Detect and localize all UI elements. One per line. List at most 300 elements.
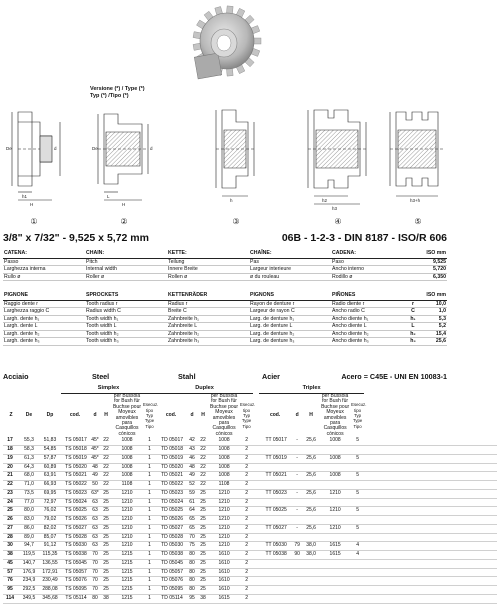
table-cell: 49 bbox=[186, 472, 198, 481]
table-cell: 63 bbox=[89, 533, 101, 542]
table-cell: 1215 bbox=[111, 594, 143, 603]
table-cell: 69,95 bbox=[39, 489, 61, 498]
sprocket_table-cell: Ancho diente h₃ bbox=[331, 338, 407, 346]
table-row bbox=[3, 507, 497, 516]
table-cell: 25,6 bbox=[303, 524, 319, 533]
table-cell: 65 bbox=[186, 516, 198, 525]
type-2-drawing bbox=[98, 114, 148, 200]
table-cell: 5 bbox=[351, 437, 364, 445]
table-cell: 5 bbox=[351, 472, 364, 481]
table-cell: 2 bbox=[240, 498, 253, 507]
type-1-drawing bbox=[12, 112, 60, 200]
table-cell: 115,35 bbox=[39, 551, 61, 560]
spacer-cell bbox=[364, 516, 497, 525]
table-cell: 61 bbox=[186, 498, 198, 507]
spacer-cell bbox=[364, 586, 497, 595]
table-cell: 1215 bbox=[111, 577, 143, 586]
table-row bbox=[3, 542, 497, 551]
table-cell: 51,83 bbox=[39, 437, 61, 445]
table-cell bbox=[259, 463, 291, 472]
table-row bbox=[3, 472, 497, 481]
sprocket_table-cell: 15,4 bbox=[419, 330, 447, 338]
table-cell: 234,9 bbox=[19, 577, 39, 586]
table-cell: 1210 bbox=[111, 524, 143, 533]
table-cell bbox=[259, 577, 291, 586]
table-row bbox=[3, 489, 497, 498]
table-cell: 38,0 bbox=[303, 542, 319, 551]
table-cell: 4 bbox=[351, 551, 364, 560]
table-cell bbox=[351, 498, 364, 507]
table-cell: 1008 bbox=[208, 437, 240, 445]
sprocket_table-header-cell: KETTENRÄDER bbox=[167, 292, 249, 300]
table-cell: 25 bbox=[198, 516, 208, 525]
table-cell: 1 bbox=[143, 481, 156, 490]
table-cell: 79 bbox=[291, 542, 303, 551]
type-4-drawing bbox=[308, 110, 366, 204]
sprocket_table-cell: Breite C bbox=[167, 308, 249, 316]
table-cell: 2 bbox=[240, 524, 253, 533]
label-de-1: De bbox=[6, 146, 12, 151]
table-cell: 22 bbox=[101, 481, 111, 490]
material-de: Stahl bbox=[178, 372, 196, 381]
table-cell: 70 bbox=[89, 568, 101, 577]
table-cell: TD 05023 bbox=[156, 489, 186, 498]
table-cell: 1210 bbox=[208, 524, 240, 533]
sprocket_table-header-row bbox=[3, 292, 447, 300]
table-cell: 1 bbox=[143, 507, 156, 516]
table-cell bbox=[291, 481, 303, 490]
table-cell: 43 bbox=[186, 446, 198, 455]
type-number-5: ⑤ bbox=[414, 217, 422, 226]
table-cell: 22 bbox=[101, 454, 111, 463]
table-cell: 38 bbox=[3, 551, 19, 560]
table-cell: - bbox=[291, 524, 303, 533]
table-cell: 25 bbox=[101, 524, 111, 533]
table-cell: 46 bbox=[186, 454, 198, 463]
spacer-cell bbox=[364, 472, 497, 481]
table-cell: 76 bbox=[3, 577, 19, 586]
table-cell: TS 05076 bbox=[61, 577, 89, 586]
table-cell: 1008 bbox=[111, 437, 143, 445]
table-cell: 114 bbox=[3, 594, 19, 603]
table-cell: 70 bbox=[186, 533, 198, 542]
table-row bbox=[3, 446, 497, 455]
table-cell: TD 05038 bbox=[156, 551, 186, 560]
table-cell: 25 bbox=[101, 568, 111, 577]
table-cell: TS 05038 bbox=[61, 551, 89, 560]
table-cell bbox=[259, 559, 291, 568]
sprocket_table-header-cell bbox=[407, 292, 419, 300]
table-cell: 2 bbox=[240, 507, 253, 516]
table-cell: TD 05028 bbox=[156, 533, 186, 542]
sprocket_table-cell: Tooth width L bbox=[85, 323, 167, 331]
table-cell: 48 bbox=[89, 463, 101, 472]
table-cell: 73,5 bbox=[19, 489, 39, 498]
table-cell: 22 bbox=[198, 463, 208, 472]
table-cell: 25 bbox=[198, 586, 208, 595]
table-cell: 25 bbox=[101, 551, 111, 560]
table-cell: TS 05027 bbox=[61, 524, 89, 533]
table-cell: 1 bbox=[143, 551, 156, 560]
sprocket_table-cell: Rayon de denture r bbox=[249, 300, 331, 308]
chain_table-cell: Rullo ø bbox=[3, 273, 85, 281]
table-cell: 1008 bbox=[208, 446, 240, 455]
sprocket_table-cell: Radio diente r bbox=[331, 300, 407, 308]
table-cell: 1008 bbox=[208, 472, 240, 481]
table-cell: 38 bbox=[101, 594, 111, 603]
table-cell: 22 bbox=[198, 481, 208, 490]
table-cell: 2 bbox=[240, 586, 253, 595]
group-duplex: Duplex bbox=[156, 385, 253, 394]
table-cell: 5 bbox=[351, 507, 364, 516]
table-cell: 22 bbox=[101, 472, 111, 481]
table-cell: TS 05023 bbox=[61, 489, 89, 498]
sprocket_table-cell: L bbox=[407, 323, 419, 331]
table-cell: 2 bbox=[240, 446, 253, 455]
table-cell: 1210 bbox=[208, 533, 240, 542]
table-cell: 80 bbox=[186, 559, 198, 568]
table-cell: 2 bbox=[240, 489, 253, 498]
table-cell: 63 bbox=[89, 498, 101, 507]
table-cell: 18 bbox=[3, 446, 19, 455]
spacer-cell bbox=[364, 594, 497, 603]
table-cell: TD 05020 bbox=[156, 463, 186, 472]
sprocket_table-cell: 5,2 bbox=[419, 323, 447, 331]
sprocket_table-cell: Tooth width h₂ bbox=[85, 330, 167, 338]
sprocket_table-row bbox=[3, 315, 447, 323]
table-cell bbox=[291, 516, 303, 525]
spacer-cell bbox=[364, 568, 497, 577]
table-cell bbox=[319, 586, 351, 595]
col-h-simplex: H bbox=[104, 411, 108, 418]
table-cell: 66,93 bbox=[39, 481, 61, 490]
table-cell: 25 bbox=[101, 533, 111, 542]
table-cell: TS 05114 bbox=[61, 594, 89, 603]
sprocket_table-cell: Ancho diente L bbox=[331, 323, 407, 331]
table-cell: 70 bbox=[89, 577, 101, 586]
table-cell bbox=[319, 594, 351, 603]
table-cell: 45* bbox=[89, 437, 101, 445]
table-cell: 30 bbox=[3, 542, 19, 551]
type-number-1: ① bbox=[30, 217, 38, 226]
table-cell: 45* bbox=[89, 454, 101, 463]
chain_table-header-cell: CHAIN: bbox=[85, 250, 167, 258]
table-cell: TD 05021 bbox=[156, 472, 186, 481]
col-h-triplex: H bbox=[309, 411, 313, 418]
chain_table-cell: Rollen ø bbox=[167, 273, 249, 281]
table-cell: 90 bbox=[291, 551, 303, 560]
table-cell: 80 bbox=[89, 594, 101, 603]
table-cell: 1 bbox=[143, 489, 156, 498]
col-exec-simplex: Esecuz. tipo Typ Type Tipo bbox=[143, 402, 159, 429]
table-cell: - bbox=[291, 507, 303, 516]
table-cell: 50 bbox=[89, 481, 101, 490]
chain_table-header-cell: CATENA: bbox=[3, 250, 85, 258]
table-cell: - bbox=[291, 472, 303, 481]
table-cell: 25,6 bbox=[303, 454, 319, 463]
table-cell: 2 bbox=[240, 594, 253, 603]
spacer-cell bbox=[364, 551, 497, 560]
table-cell: 1210 bbox=[111, 533, 143, 542]
table-cell: 61,3 bbox=[19, 454, 39, 463]
table-cell: TT 05027 bbox=[259, 524, 291, 533]
table-cell: 1008 bbox=[208, 454, 240, 463]
chain_table-header-cell: CADENA: bbox=[331, 250, 407, 258]
table-cell: 19 bbox=[3, 454, 19, 463]
sprocket_table-cell: Tooth width h₃ bbox=[85, 338, 167, 346]
col-d-duplex: d bbox=[190, 411, 194, 418]
table-cell: 26 bbox=[3, 516, 19, 525]
table-cell: 25 bbox=[101, 498, 111, 507]
sprocket-dimensions-table bbox=[3, 385, 497, 604]
chain_table-cell bbox=[407, 266, 419, 274]
table-cell: 52 bbox=[186, 481, 198, 490]
table-cell: 65 bbox=[186, 524, 198, 533]
table-cell: TD 05027 bbox=[156, 524, 186, 533]
table-cell: 2 bbox=[240, 454, 253, 463]
table-cell: TD 05045 bbox=[156, 559, 186, 568]
table-cell bbox=[259, 516, 291, 525]
table-cell: 22 bbox=[101, 446, 111, 455]
table-cell: 2 bbox=[240, 559, 253, 568]
col-bush-duplex: per Bussola for Bush für Buchse pour Moyeux amovibles para Casquillos cónicos bbox=[210, 393, 239, 437]
table-cell: 1210 bbox=[319, 507, 351, 516]
table-cell: 54,85 bbox=[39, 446, 61, 455]
spacer-cell bbox=[364, 481, 497, 490]
table-row bbox=[3, 551, 497, 560]
sprocket_table-cell: h₂ bbox=[407, 330, 419, 338]
label-h3h-5: h3+h bbox=[410, 198, 421, 203]
sprocket_table-cell: Zahnbreite h₂ bbox=[167, 330, 249, 338]
table-cell: 25,6 bbox=[303, 437, 319, 445]
type-number-4: ④ bbox=[334, 217, 342, 226]
label-h1-1: h1 bbox=[22, 194, 28, 199]
chain_table-cell: Teilung bbox=[167, 258, 249, 266]
table-cell bbox=[291, 594, 303, 603]
table-cell: 48 bbox=[186, 463, 198, 472]
col-bush-simplex: per Bussola for Bush für Buchse pour Moyeux amovibles para Casquillos cónicos bbox=[112, 393, 142, 437]
table-cell: - bbox=[291, 454, 303, 463]
table-cell: TT 05023 bbox=[259, 489, 291, 498]
table-cell: 91,12 bbox=[39, 542, 61, 551]
table-cell: 76,02 bbox=[39, 507, 61, 516]
table-cell: 2 bbox=[240, 577, 253, 586]
table-cell: 1610 bbox=[208, 551, 240, 560]
chain_table-header-cell bbox=[407, 250, 419, 258]
sprocket_table-cell: Ancho radio C bbox=[331, 308, 407, 316]
table-cell bbox=[259, 586, 291, 595]
table-cell bbox=[259, 481, 291, 490]
chain_table-header-cell: KETTE: bbox=[167, 250, 249, 258]
table-cell: 42 bbox=[186, 437, 198, 445]
table-cell: 25 bbox=[198, 533, 208, 542]
table-cell: 25 bbox=[198, 568, 208, 577]
table-cell bbox=[351, 559, 364, 568]
table-cell: 45 bbox=[3, 559, 19, 568]
sprocket_table-cell: Larg. de denture L bbox=[249, 323, 331, 331]
table-cell: 172,91 bbox=[39, 568, 61, 577]
sprocket_table-cell: Ancho diente h₁ bbox=[331, 315, 407, 323]
table-cell: TD 05022 bbox=[156, 481, 186, 490]
sprocket_table-header-cell: PIGNONE bbox=[3, 292, 85, 300]
spacer-cell bbox=[364, 437, 497, 445]
table-cell: 38 bbox=[198, 594, 208, 603]
table-cell: 1 bbox=[143, 437, 156, 445]
table-cell: 49 bbox=[89, 472, 101, 481]
label-l-2: L bbox=[107, 194, 110, 199]
table-cell: 1615 bbox=[208, 594, 240, 603]
col-d-triplex: d bbox=[295, 411, 299, 418]
chain_table-row bbox=[3, 258, 447, 266]
table-cell: 25 bbox=[198, 577, 208, 586]
col-d-simplex: d bbox=[93, 411, 97, 418]
table-cell: 136,55 bbox=[39, 559, 61, 568]
table-cell: TD 05026 bbox=[156, 516, 186, 525]
chain_table-cell: 9,525 bbox=[419, 258, 447, 266]
table-cell bbox=[303, 568, 319, 577]
col-exec-duplex: Esecuz. tipo Typ Type Tipo bbox=[240, 402, 256, 429]
table-cell: 22 bbox=[198, 454, 208, 463]
table-cell: 292,5 bbox=[19, 586, 39, 595]
table-cell bbox=[303, 463, 319, 472]
table-cell: 58,3 bbox=[19, 446, 39, 455]
table-cell: 1615 bbox=[319, 542, 351, 551]
table-cell: TS 05021 bbox=[61, 472, 89, 481]
table-cell: 72,97 bbox=[39, 498, 61, 507]
table-cell: 288,08 bbox=[39, 586, 61, 595]
table-cell: TD 05057 bbox=[156, 568, 186, 577]
table-cell: 63,91 bbox=[39, 472, 61, 481]
chain_table-cell: Internal width bbox=[85, 266, 167, 274]
table-cell: 70 bbox=[89, 551, 101, 560]
table-cell: 79,02 bbox=[39, 516, 61, 525]
chain_table-cell: Pitch bbox=[85, 258, 167, 266]
table-cell: 1615 bbox=[319, 551, 351, 560]
table-cell: 1210 bbox=[111, 542, 143, 551]
table-cell: 64 bbox=[186, 507, 198, 516]
table-cell: 23 bbox=[3, 489, 19, 498]
table-cell: 1 bbox=[143, 559, 156, 568]
label-h2-4: h2 bbox=[322, 198, 328, 203]
table-cell bbox=[319, 533, 351, 542]
table-cell bbox=[303, 498, 319, 507]
table-cell: TS 05019 bbox=[61, 454, 89, 463]
table-cell: 17 bbox=[3, 437, 19, 445]
table-cell: 1 bbox=[143, 586, 156, 595]
table-cell bbox=[303, 594, 319, 603]
table-cell: 70 bbox=[89, 559, 101, 568]
table-cell: 2 bbox=[240, 437, 253, 445]
table-cell: TD 05024 bbox=[156, 498, 186, 507]
chain_table-cell: Innere Breite bbox=[167, 266, 249, 274]
typ-label: Typ (*) /Tipo (*) bbox=[90, 93, 129, 99]
chain_table-cell: Roller ø bbox=[85, 273, 167, 281]
table-cell bbox=[351, 586, 364, 595]
table-cell: TS 05024 bbox=[61, 498, 89, 507]
table-cell: TD 05017 bbox=[156, 437, 186, 445]
table-cell: 1210 bbox=[111, 507, 143, 516]
table-cell bbox=[291, 498, 303, 507]
table-cell: 1210 bbox=[208, 507, 240, 516]
table-cell bbox=[303, 559, 319, 568]
table-cell: 2 bbox=[240, 463, 253, 472]
table-cell: 22 bbox=[101, 437, 111, 445]
table-cell: 63 bbox=[89, 516, 101, 525]
table-cell: 349,5 bbox=[19, 594, 39, 603]
sprocket_table-row bbox=[3, 330, 447, 338]
table-cell: TD 05018 bbox=[156, 446, 186, 455]
sprocket_table-cell: 1,0 bbox=[419, 308, 447, 316]
table-cell: 1210 bbox=[208, 516, 240, 525]
table-cell bbox=[259, 594, 291, 603]
material-en: Steel bbox=[92, 372, 110, 381]
table-cell: 1210 bbox=[319, 489, 351, 498]
table-cell: TD 05095 bbox=[156, 586, 186, 595]
type-3-drawing bbox=[216, 110, 254, 196]
type-5-drawing bbox=[390, 112, 444, 196]
chain_table-cell: Larghezza interna bbox=[3, 266, 85, 274]
table-cell: 25 bbox=[198, 559, 208, 568]
sprocket_table-cell: 25,6 bbox=[419, 338, 447, 346]
table-cell bbox=[319, 568, 351, 577]
spacer-cell bbox=[364, 577, 497, 586]
table-cell: 25 bbox=[198, 489, 208, 498]
sprocket_table-cell: Zahnbreite h₁ bbox=[167, 315, 249, 323]
table-cell: 80 bbox=[186, 577, 198, 586]
table-cell: 2 bbox=[240, 533, 253, 542]
table-cell: 25 bbox=[198, 551, 208, 560]
table-cell: 2 bbox=[240, 542, 253, 551]
chain_table-cell: Rodillo ø bbox=[331, 273, 407, 281]
col-de: De bbox=[25, 411, 33, 418]
table-cell bbox=[351, 446, 364, 455]
table-row bbox=[3, 568, 497, 577]
table-cell: 2 bbox=[240, 472, 253, 481]
table-cell: 28 bbox=[3, 533, 19, 542]
table-cell: 24 bbox=[3, 498, 19, 507]
table-cell bbox=[291, 533, 303, 542]
sprocket-type-diagrams bbox=[2, 92, 448, 232]
sprocket_table-cell: Tooth width h₁ bbox=[85, 315, 167, 323]
table-cell: 85,07 bbox=[39, 533, 61, 542]
table-cell: 1610 bbox=[208, 559, 240, 568]
table-cell: 1215 bbox=[111, 551, 143, 560]
table-cell: 1210 bbox=[208, 489, 240, 498]
sprocket_table-row bbox=[3, 308, 447, 316]
table-cell: 4 bbox=[351, 542, 364, 551]
sprocket_table-header-cell: ISO mm bbox=[419, 292, 447, 300]
type-number-3: ③ bbox=[232, 217, 240, 226]
table-cell: 1 bbox=[143, 472, 156, 481]
table-cell: 57 bbox=[3, 568, 19, 577]
table-cell: 2 bbox=[240, 481, 253, 490]
chain_table-cell: Largeur interieure bbox=[249, 266, 331, 274]
spacer-cell bbox=[364, 507, 497, 516]
table-cell: 75 bbox=[186, 542, 198, 551]
table-cell: 1610 bbox=[208, 568, 240, 577]
table-cell: 1 bbox=[143, 516, 156, 525]
table-cell: TS 05095 bbox=[61, 586, 89, 595]
chain_table-header-cell: ISO mm bbox=[419, 250, 447, 258]
table-cell: 1 bbox=[143, 446, 156, 455]
sprocket_table-cell: r bbox=[407, 300, 419, 308]
table-cell: 25,6 bbox=[303, 489, 319, 498]
sprocket_table-cell: Radius width C bbox=[85, 308, 167, 316]
chain_table-cell bbox=[407, 273, 419, 281]
table-cell: 83,0 bbox=[19, 516, 39, 525]
table-cell: 22 bbox=[3, 481, 19, 490]
spacer-cell bbox=[364, 559, 497, 568]
